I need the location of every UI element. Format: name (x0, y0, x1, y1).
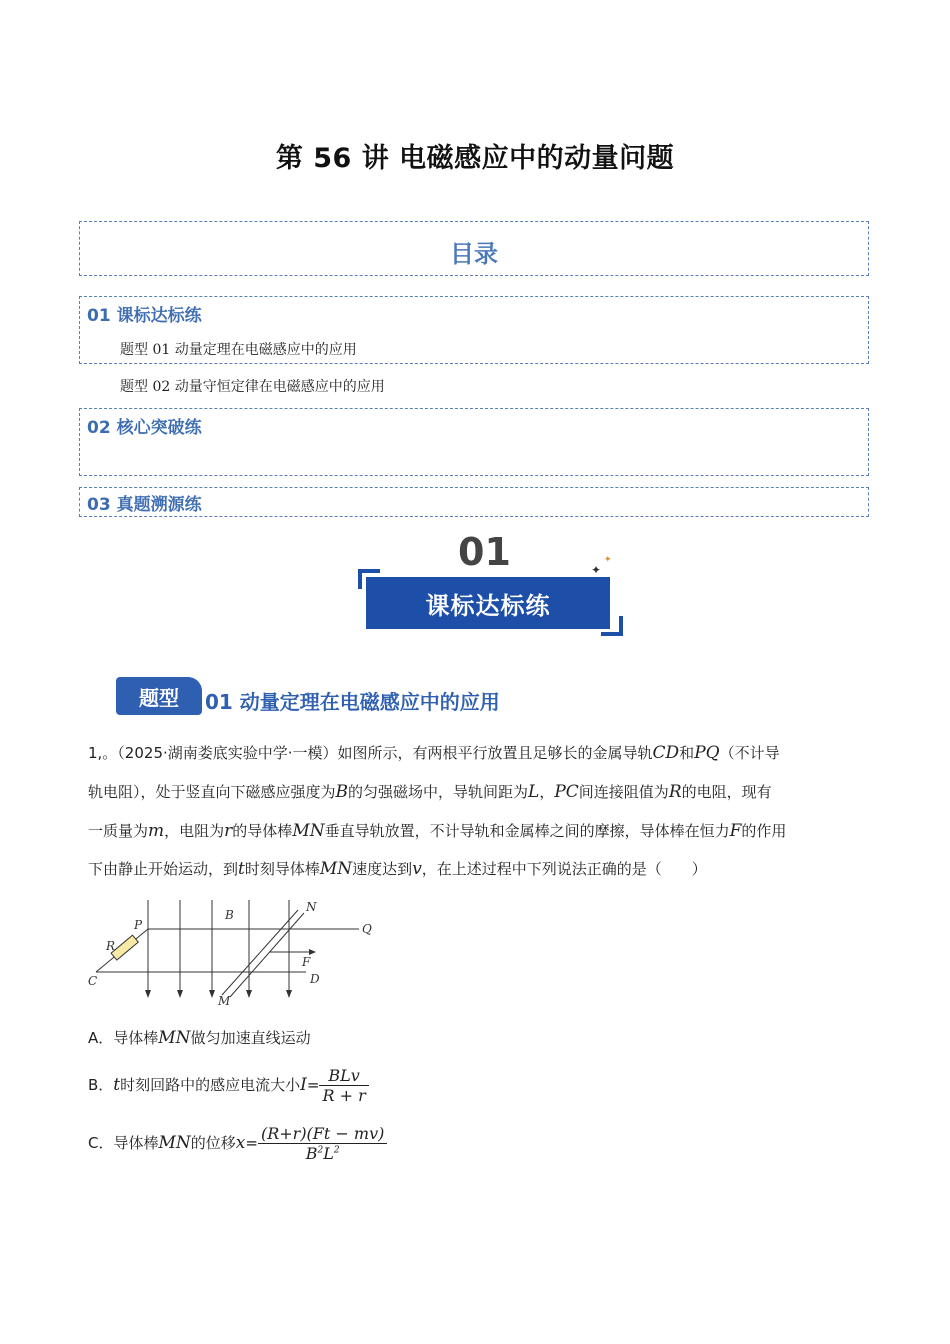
var-b: B (335, 782, 349, 802)
toc-section-2-title[interactable]: 02 核心突破练 (87, 418, 202, 438)
toc-section-3-title[interactable]: 03 真题溯源练 (87, 495, 202, 515)
var-i: I (300, 1075, 307, 1095)
option-c[interactable] (88, 1124, 387, 1163)
question-text: 速度达到 (352, 860, 413, 878)
resistor (111, 935, 138, 960)
var-l: L (528, 782, 540, 802)
option-text: B． (88, 1076, 114, 1094)
section-badge: 课标达标练 (366, 577, 610, 629)
var-pc: PC (554, 782, 579, 802)
fraction-denominator: R + r (322, 1086, 366, 1105)
label-p: P (134, 918, 143, 932)
question-text: 的导体棒 (232, 822, 293, 840)
option-text: C．导体棒 (88, 1134, 159, 1152)
var-b: B (305, 1144, 318, 1163)
question-line-4 (88, 858, 707, 879)
option-text: 做匀加速直线运动 (190, 1029, 311, 1047)
section-number: 01 (458, 530, 511, 574)
var-mn: MN (292, 821, 325, 841)
toc-item-type-01[interactable]: 题型 01 动量定理在电磁感应中的应用 (120, 342, 357, 358)
var-m: m (148, 821, 165, 841)
equals-sign: = (306, 1076, 320, 1094)
option-b[interactable] (88, 1066, 369, 1105)
var-pq: PQ (694, 743, 720, 763)
option-a[interactable] (88, 1027, 311, 1048)
sparkle-small-icon: ✦ (604, 555, 612, 565)
type-tag: 题型 (116, 677, 202, 715)
page-title: 第 56 讲 电磁感应中的动量问题 (275, 143, 675, 174)
question-line-2 (88, 781, 772, 802)
question-text: ，在上述过程中下列说法正确的是（ ） (421, 860, 707, 878)
question-line-3 (88, 820, 786, 841)
toc-heading: 目录 (450, 240, 498, 268)
question-text: 下由静止开始运动，到 (88, 860, 239, 878)
question-text: 垂直导轨放置，不计导轨和金属棒之间的摩擦，导体棒在恒力 (324, 822, 730, 840)
question-text: ，电阻为 (164, 822, 225, 840)
equals-sign: = (245, 1134, 258, 1152)
question-text: 间连接阻值为 (578, 783, 669, 801)
toc-heading-box (79, 221, 869, 276)
var-t: t (238, 859, 245, 879)
option-text: 的位移 (190, 1134, 236, 1152)
var-mn: MN (158, 1028, 191, 1048)
var-t: t (113, 1075, 121, 1095)
var-x: x (235, 1133, 246, 1153)
question-text: （不计导 (719, 744, 780, 762)
question-line-1 (88, 742, 780, 763)
fraction-displacement (258, 1124, 387, 1163)
var-r-small: r (224, 821, 233, 841)
var-cd: CD (652, 743, 680, 763)
fraction-numerator: BLv (319, 1066, 368, 1086)
label-b: B (225, 908, 234, 922)
label-q: Q (362, 922, 372, 936)
sparkle-icon: ✦ (591, 563, 602, 577)
question-text: 轨电阻），处于竖直向下磁感应强度为 (88, 783, 336, 801)
question-text: 时刻导体棒 (244, 860, 320, 878)
var-l: L (323, 1144, 334, 1163)
option-text: A．导体棒 (88, 1029, 159, 1047)
var-f: F (729, 821, 742, 841)
toc-item-type-02[interactable]: 题型 02 动量守恒定律在电磁感应中的应用 (120, 379, 385, 395)
label-r: R (106, 939, 116, 953)
exponent: 2 (317, 1145, 324, 1156)
question-text: 和 (679, 744, 695, 762)
exponent: 2 (333, 1145, 340, 1156)
toc-section-2 (79, 408, 869, 476)
question-text: ， (539, 783, 555, 801)
question-text: 1,。（2025·湖南娄底实验中学·一模）如图所示，有两根平行放置且足够长的金属导轨 (88, 744, 653, 762)
label-n: N (306, 900, 317, 914)
label-m: M (218, 994, 231, 1008)
toc-section-1-title[interactable]: 01 课标达标练 (87, 306, 202, 326)
question-text: 一质量为 (88, 822, 149, 840)
question-text: 的作用 (741, 822, 787, 840)
var-v: v (412, 859, 422, 879)
var-mn: MN (158, 1133, 191, 1153)
circuit-figure (84, 895, 384, 1010)
var-r: R (668, 782, 682, 802)
type-title: 01 动量定理在电磁感应中的应用 (205, 690, 500, 714)
option-text: 时刻回路中的感应电流大小 (120, 1076, 301, 1094)
toc-section-3 (79, 487, 869, 517)
fraction-numerator: (R+r)(Ft − mv) (258, 1124, 387, 1144)
question-text: 的电阻，现有 (681, 783, 772, 801)
label-d: D (310, 972, 320, 986)
var-mn: MN (319, 859, 353, 879)
fraction-denominator (258, 1144, 387, 1163)
label-c: C (88, 974, 98, 988)
question-text: 的匀强磁场中，导轨间距为 (348, 783, 529, 801)
label-f: F (302, 955, 311, 969)
fraction-current (319, 1066, 368, 1105)
